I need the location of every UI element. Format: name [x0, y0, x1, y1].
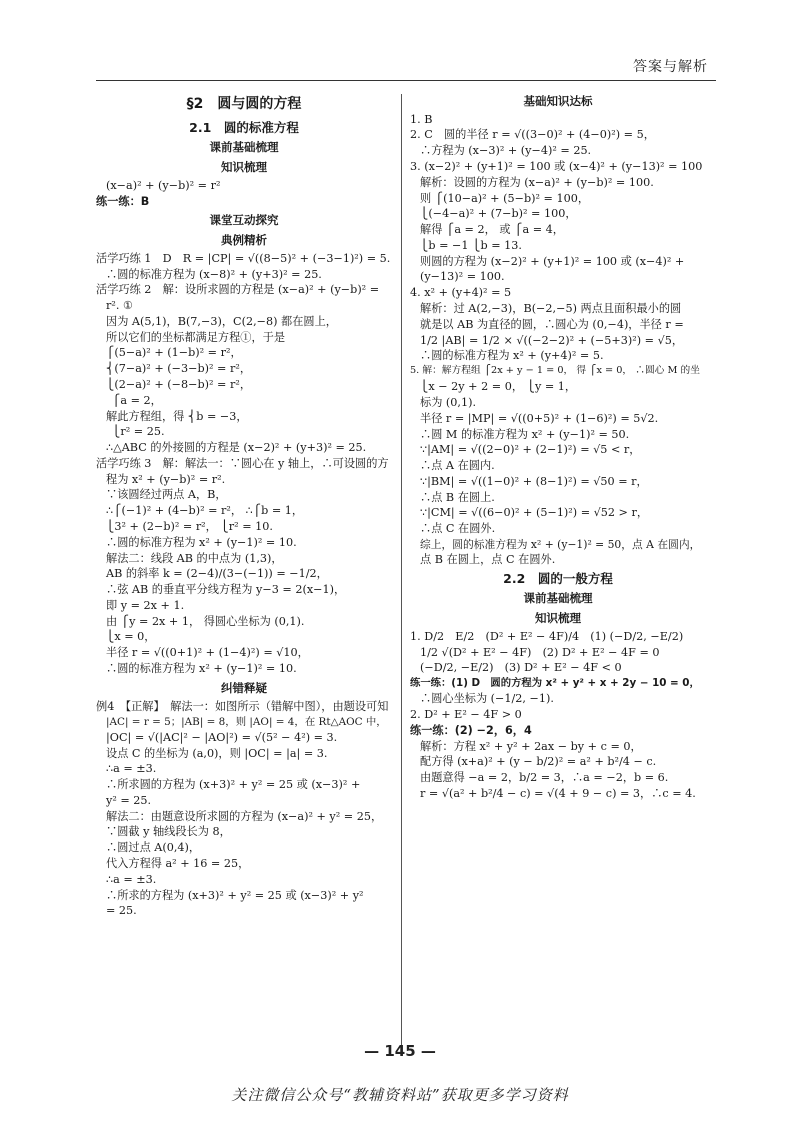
left-column	[96, 90, 392, 920]
page-header	[96, 58, 716, 80]
page-number: — 145 —	[364, 1042, 436, 1060]
footer-note: 关注微信公众号“教辅资料站”获取更多学习资料	[231, 1086, 569, 1104]
left-line: 练一练：B	[96, 194, 150, 208]
left-line: ⎧(5−a)² + (1−b)² = r²，	[106, 346, 242, 360]
right-line: ⎩x − 2y + 2 = 0， ⎩y = 1，	[420, 380, 577, 394]
right-line: 知识梳理	[535, 610, 581, 625]
left-line: ⎩3² + (2−b)² = r²， ⎩r² = 10.	[106, 520, 273, 533]
column-divider	[401, 94, 402, 1049]
right-line: 练一练：(1) D 圆的方程为 x² + y² + x + 2y − 10 = 0，	[410, 677, 700, 690]
left-line: 由 ⎧y = 2x + 1， 得圆心坐标为 (0,1).	[106, 614, 305, 628]
right-line: 配方得 (x+a)² + (y − b/2)² = a² + b²/4 − c.	[420, 755, 657, 769]
right-line: ∴圆的标准方程为 x² + (y+4)² = 5.	[420, 349, 604, 363]
left-line: ∵圆截 y 轴线段长为 8，	[106, 825, 231, 839]
left-line: ∴圆的标准方程为 (x−8)² + (y+3)² = 25.	[106, 267, 322, 281]
right-line: 基础知识达标	[523, 93, 593, 108]
left-line: ⎩r² = 25.	[112, 425, 165, 439]
right-line: ∵|BM| = √((1−0)² + (8−1)²) = √50 = r，	[420, 474, 648, 488]
right-line: 2. D² + E² − 4F > 0	[410, 707, 522, 721]
right-line: 1/2 √(D² + E² − 4F) (2) D² + E² − 4F = 0	[420, 645, 660, 659]
right-line: 综上，圆的标准方程为 x² + (y−1)² = 50，点 A 在圆内，	[420, 537, 701, 551]
right-line: 2.2 圆的一般方程	[503, 570, 613, 586]
left-line: 所以它们的坐标都满足方程①，于是	[106, 330, 286, 344]
right-line: 由题意得 −a = 2，b/2 = 3，∴a = −2，b = 6.	[420, 771, 669, 785]
left-line: 知识梳理	[221, 159, 267, 174]
right-line: 1. B	[410, 112, 433, 126]
left-line: 解法二：线段 AB 的中点为 (1,3)，	[106, 551, 283, 565]
right-line: ∴点 B 在圆上.	[420, 490, 495, 504]
left-line: §2 圆与圆的方程	[186, 95, 302, 112]
left-line: ∵该圆经过两点 A，B，	[106, 488, 227, 502]
left-line: 活学巧练 2 解：设所求圆的方程是 (x−a)² + (y−b)² =	[96, 283, 380, 297]
left-line: |AC| = r = 5；|AB| = 8，则 |AO| = 4，在 Rt△AOC 中，	[106, 715, 387, 728]
left-line: r². ①	[106, 299, 133, 313]
right-line: (y−13)² = 100.	[420, 270, 505, 284]
left-line: 活学巧练 1 D R = |CP| = √((8−5)² + (−3−1)²) = 5.	[96, 251, 391, 265]
left-line: 代入方程得 a² + 16 = 25，	[106, 857, 250, 871]
left-line: 活学巧练 3 解：解法一：∵圆心在 y 轴上，∴可设圆的方	[96, 456, 389, 470]
right-line: 解得 ⎧a = 2， 或 ⎧a = 4，	[420, 223, 564, 237]
right-line: 3. (x−2)² + (y+1)² = 100 或 (x−4)² + (y−13)² = 100	[410, 160, 703, 174]
left-line: 课堂互动探究	[209, 213, 279, 228]
left-line: ⎧a = 2，	[112, 393, 162, 407]
left-line: ∴弦 AB 的垂直平分线方程为 y−3 = 2(x−1)，	[106, 583, 346, 597]
left-line: ∴所求的方程为 (x+3)² + y² = 25 或 (x−3)² + y²	[106, 888, 364, 902]
left-line: 例4 【正解】 解法一：如图所示（错解中图），由题设可知	[96, 699, 389, 713]
left-line: 课前基础梳理	[209, 140, 279, 155]
left-line: ∴△ABC 的外接圆的方程是 (x−2)² + (y+3)² = 25.	[106, 441, 367, 455]
right-line: ∵|CM| = √((6−0)² + (5−1)²) = √52 > r，	[420, 506, 649, 520]
right-line: (−D/2, −E/2) (3) D² + E² − 4F < 0	[420, 661, 622, 675]
right-line: ⎩(−4−a)² + (7−b)² = 100，	[420, 207, 577, 221]
right-line: 则圆的方程为 (x−2)² + (y+1)² = 100 或 (x−4)² +	[420, 254, 685, 268]
left-line: ∴圆的标准方程为 x² + (y−1)² = 10.	[106, 535, 297, 549]
right-line: 解析：设圆的方程为 (x−a)² + (y−b)² = 100.	[420, 175, 654, 189]
left-line: AB 的斜率 k = (2−4)/(3−(−1)) = −1/2，	[106, 567, 328, 581]
left-line: 半径 r = √((0+1)² + (1−4)²) = √10，	[106, 646, 309, 660]
left-line: y² = 25.	[106, 793, 152, 807]
left-line: ∴a = ±3.	[106, 762, 157, 776]
left-line: 解法二：由题意设所求圆的方程为 (x−a)² + y² = 25，	[106, 809, 383, 823]
left-line: (x−a)² + (y−b)² = r²	[106, 178, 221, 192]
left-line: ∴圆的标准方程为 x² + (y−1)² = 10.	[106, 662, 297, 676]
header-title: 答案与解析	[633, 59, 708, 75]
left-line: 即 y = 2x + 1.	[106, 598, 185, 612]
left-line: = 25.	[106, 904, 137, 918]
left-line: 因为 A(5,1)，B(7,−3)，C(2,−8) 都在圆上，	[106, 314, 337, 328]
right-line: 点 B 在圆上，点 C 在圆外.	[420, 553, 556, 567]
right-line: 1/2 |AB| = 1/2 × √((−2−2)² + (−5+3)²) = √5，	[420, 333, 684, 347]
right-line: 课前基础梳理	[523, 591, 593, 606]
right-line: 2. C 圆的半径 r = √((3−0)² + (4−0)²) = 5，	[410, 128, 655, 142]
left-line: 典例精析	[221, 232, 267, 247]
left-line: 纠错释疑	[221, 680, 267, 695]
right-line: 就是以 AB 为直径的圆，∴圆心为 (0,−4)，半径 r =	[420, 317, 684, 331]
left-line: ∴圆过点 A(0,4)，	[106, 841, 201, 855]
right-line: 则 ⎧(10−a)² + (5−b)² = 100，	[420, 191, 590, 205]
right-line: ∴圆心坐标为 (−1/2, −1).	[420, 692, 554, 706]
left-line: ⎨(7−a)² + (−3−b)² = r²，	[106, 362, 252, 376]
header-rule	[96, 80, 716, 81]
right-line: 解析：过 A(2,−3)，B(−2,−5) 两点且面积最小的圆	[420, 302, 682, 316]
left-line: 解此方程组，得 ⎨b = −3，	[106, 409, 248, 423]
right-line: 标为 (0,1).	[420, 395, 477, 409]
right-line: 5. 解：解方程组 ⎧2x + y − 1 = 0， 得 ⎧x = 0， ∴圆心 M 的坐	[410, 365, 700, 377]
left-line: ∴所求圆的方程为 (x+3)² + y² = 25 或 (x−3)² +	[106, 778, 361, 792]
left-line: |OC| = √(|AC|² − |AO|²) = √(5² − 4²) = 3.	[106, 730, 338, 744]
right-line: ⎩b = −1 ⎩b = 13.	[420, 238, 522, 252]
left-line: ⎩(2−a)² + (−8−b)² = r²，	[106, 377, 252, 391]
right-line: ∴圆 M 的标准方程为 x² + (y−1)² = 50.	[420, 427, 630, 441]
right-column	[410, 90, 706, 802]
right-line: 1. D/2 E/2 (D² + E² − 4F)/4 (1) (−D/2, −E/2)	[410, 629, 684, 643]
right-line: 解析：方程 x² + y² + 2ax − by + c = 0，	[420, 739, 642, 753]
right-line: 4. x² + (y+4)² = 5	[410, 286, 512, 300]
right-line: ∵|AM| = √((2−0)² + (2−1)²) = √5 < r，	[420, 443, 641, 457]
right-line: 练一练：(2) −2，6，4	[410, 723, 532, 737]
left-line: 2.1 圆的标准方程	[189, 119, 299, 135]
left-line: ⎩x = 0，	[106, 630, 156, 644]
right-line: ∴点 A 在圆内.	[420, 459, 495, 473]
left-line: ∴a = ±3.	[106, 872, 157, 886]
right-line: ∴点 C 在圆外.	[420, 522, 496, 536]
left-line: 程为 x² + (y−b)² = r².	[106, 472, 226, 486]
left-line: ∴⎧(−1)² + (4−b)² = r²， ∴⎧b = 1，	[106, 504, 304, 518]
left-line: 设点 C 的坐标为 (a,0)，则 |OC| = |a| = 3.	[106, 746, 328, 760]
right-line: ∴方程为 (x−3)² + (y−4)² = 25.	[420, 144, 592, 158]
right-line: 半径 r = |MP| = √((0+5)² + (1−6)²) = 5√2.	[420, 411, 659, 425]
right-line: r = √(a² + b²/4 − c) = √(4 + 9 − c) = 3，∴c = 4.	[420, 786, 696, 800]
